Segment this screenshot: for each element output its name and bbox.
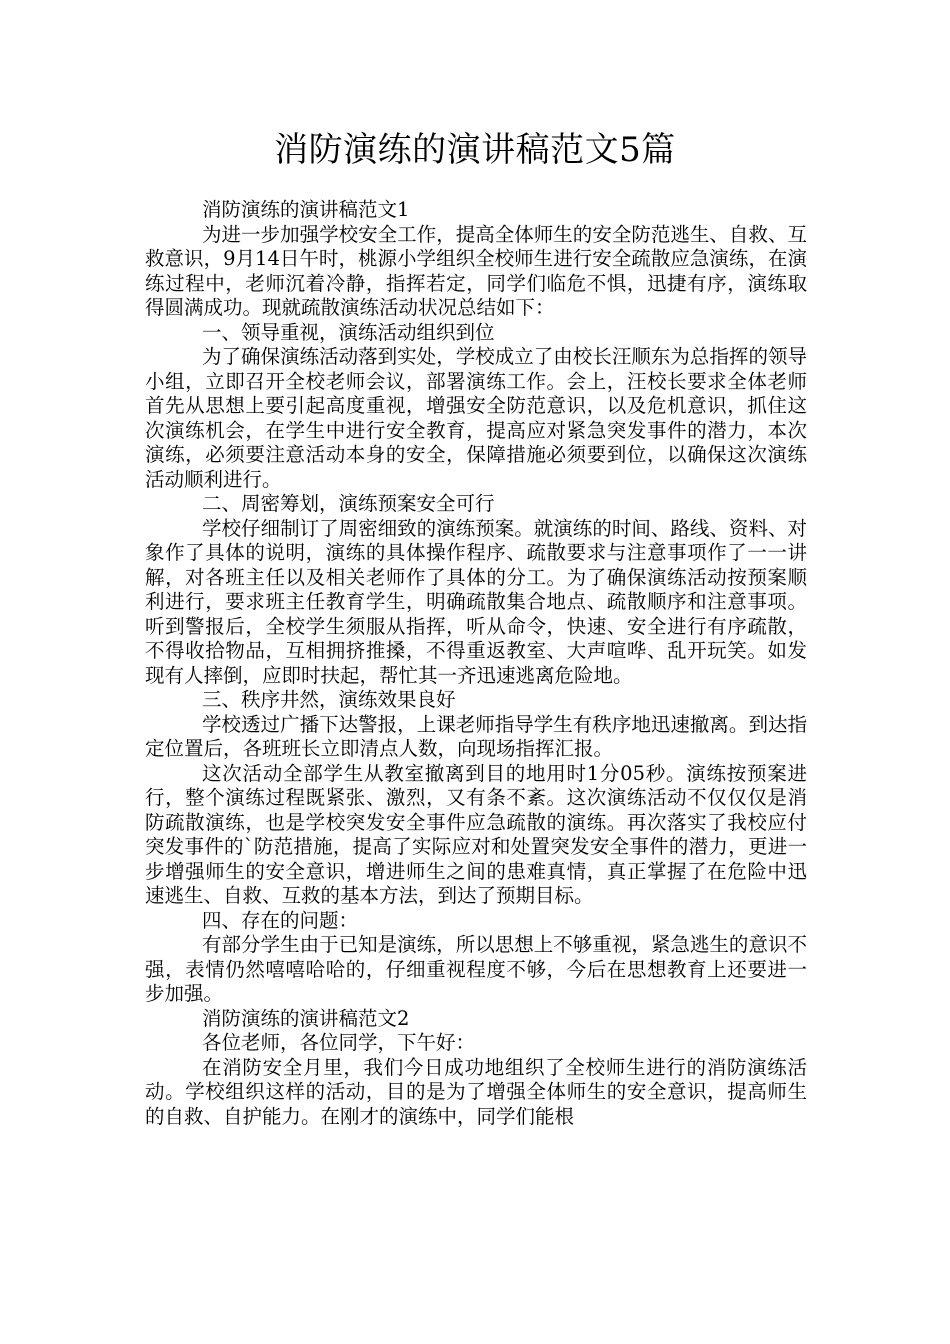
section-heading: 一、领导重视，演练活动组织到位 — [202, 320, 495, 344]
body-paragraph: 为进一步加强学校安全工作，提高全体师生的安全防范逃生、自救、互救意识，9月14日午时，桃源小学组织全校师生进行安全疏散应急演练，在演练过程中，老师沉着冷静，指挥若定，同学们临危不惧，迅捷有序，演练取得圆满成功。现就疏散演练活动状况总结如下： — [145, 222, 807, 319]
document-body — [145, 198, 807, 1129]
section-heading: 二、周密筹划，演练预案安全可行 — [202, 492, 495, 515]
section-heading: 消防演练的演讲稿范文1 — [202, 198, 410, 221]
body-paragraph: 有部分学生由于已知是演练，所以思想上不够重视，紧急逃生的意识不强，表情仍然嘻嘻哈哈的，仔细重视程度不够，今后在思想教育上还要进一步加强。 — [145, 933, 807, 1005]
body-paragraph: 学校仔细制订了周密细致的演练预案。就演练的时间、路线、资料、对象作了具体的说明，演练的具体操作程序、疏散要求与注意事项作了一一讲解，对各班主任以及相关老师作了具体的分工。为了确保演练活动按预案顺利进行，要求班主任教育学生，明确疏散集合地点、疏散顺序和注意事项。听到警报后，全校学生须服从指挥，听从命令，快速、安全进行有序疏散，不得收拾物品，互相拥挤推搡，不得重返教室、大声喧哗、乱开玩笑。如发现有人摔倒，应即时扶起，帮忙其一齐迅速逃离危险地。 — [145, 516, 807, 687]
section-heading: 消防演练的演讲稿范文2 — [202, 1006, 410, 1030]
section-heading: 三、秩序井然，演练效果良好 — [202, 688, 456, 711]
body-paragraph: 在消防安全月里，我们今日成功地组织了全校师生进行的消防演练活动。学校组织这样的活动，目的是为了增强全体师生的安全意识，提高师生的自救、自护能力。在刚才的演练中，同学们能根 — [145, 1055, 807, 1128]
body-paragraph: 这次活动全部学生从教室撤离到目的地用时1分05秒。演练按预案进行，整个演练过程既紧张、激烈，又有条不紊。这次演练活动不仅仅仅是消防疏散演练，也是学校突发安全事件应急疏散的演练。再次落实了我校应付突发事件的`防范措施，提高了实际应对和处置突发安全事件的潜力，更进一步增强师生的安全意识，增进师生之间的患难真情，真正掌握了在危险中迅速逃生、自救、互救的基本方法，到达了预期目标。 — [145, 761, 807, 907]
body-paragraph: 各位老师，各位同学，下午好： — [202, 1031, 476, 1054]
document-title: 消防演练的演讲稿范文5篇 — [274, 130, 676, 170]
body-paragraph: 学校透过广播下达警报，上课老师指导学生有秩序地迅速撤离。到达指定位置后，各班班长立即清点人数，向现场指挥汇报。 — [145, 712, 807, 760]
section-heading: 四、存在的问题： — [202, 908, 359, 932]
body-paragraph: 为了确保演练活动落到实处，学校成立了由校长汪顺东为总指挥的领导小组，立即召开全校老师会议，部署演练工作。会上，汪校长要求全体老师首先从思想上要引起高度重视，增强安全防范意识，以及危机意识，抓住这次演练机会，在学生中进行安全教育，提高应对紧急突发事件的潜力，本次演练，必须要注意活动本身的安全，保障措施必须要到位，以确保这次演练活动顺利进行。 — [145, 345, 807, 491]
